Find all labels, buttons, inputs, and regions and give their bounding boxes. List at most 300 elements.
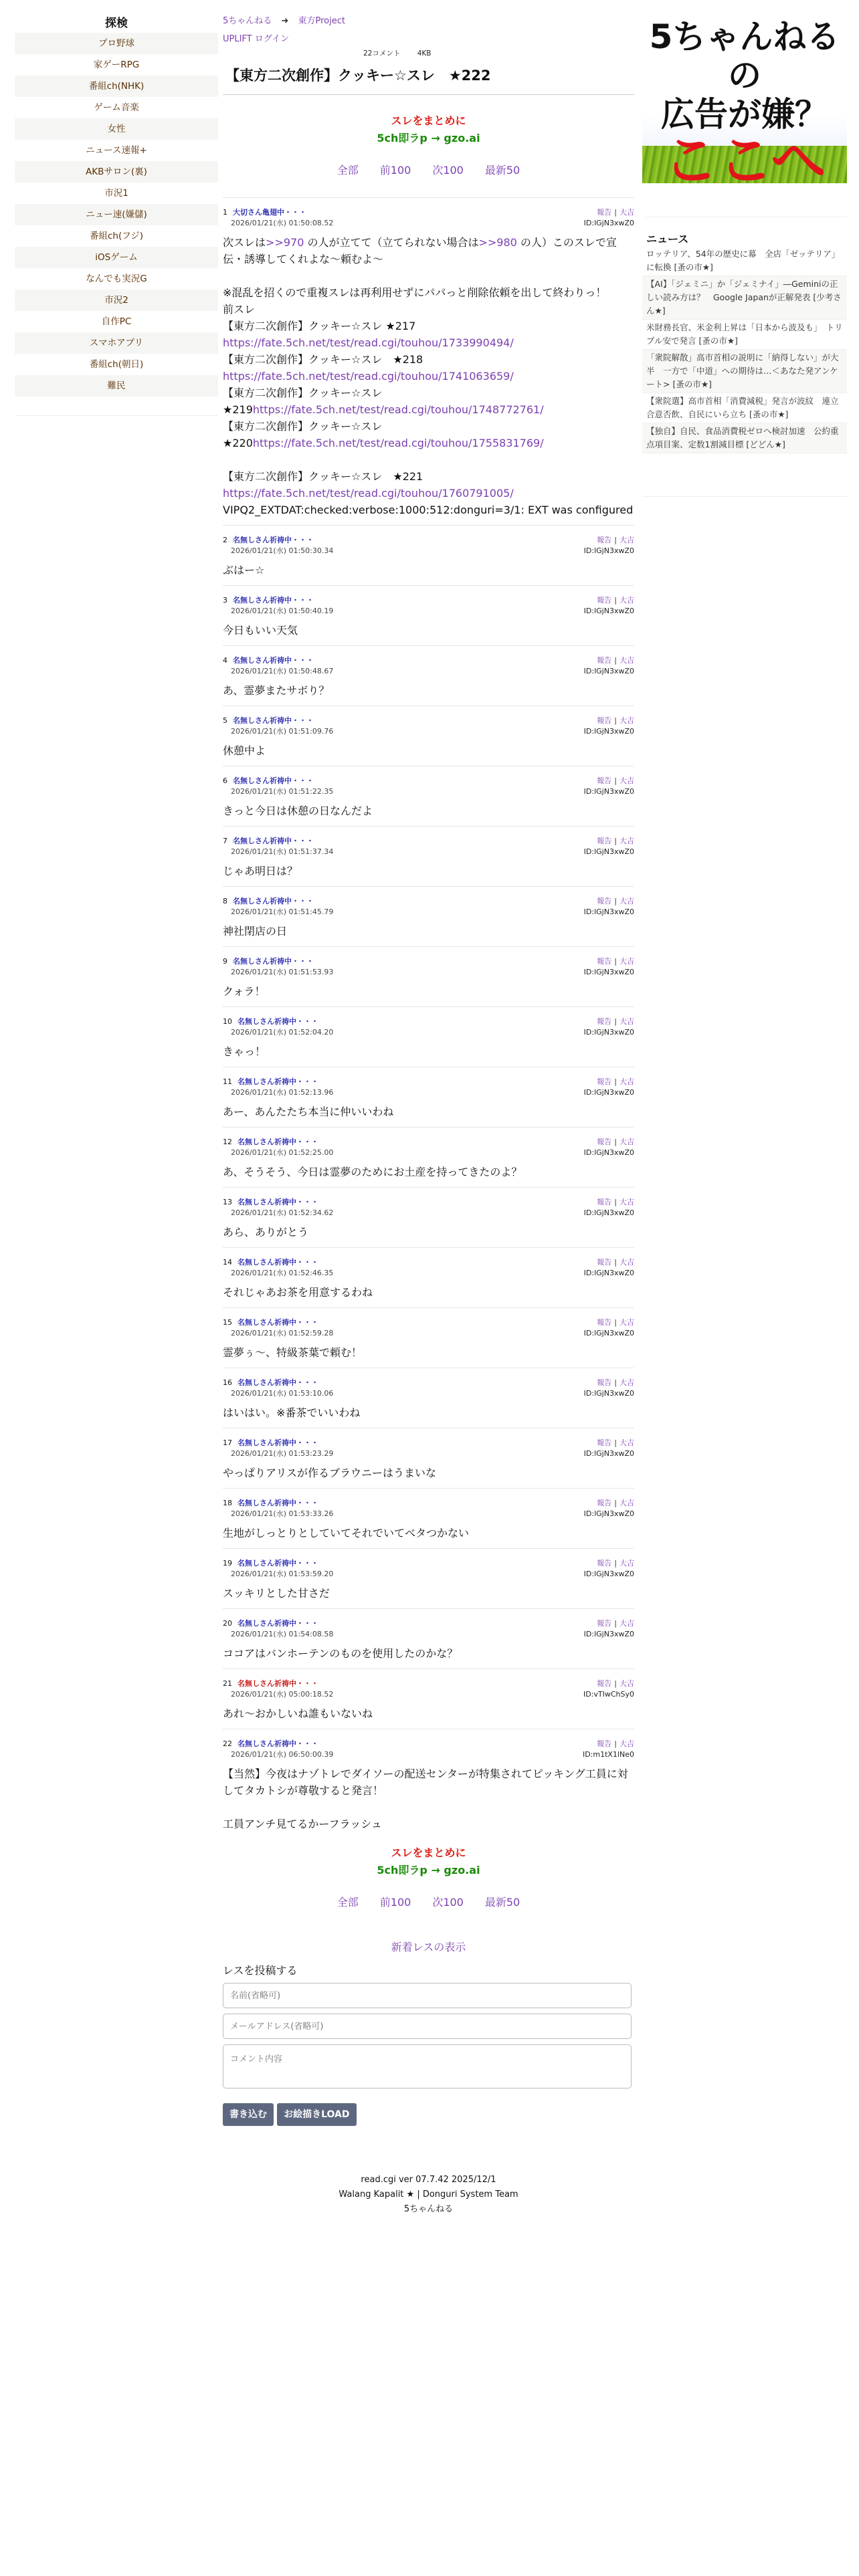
report-link[interactable]: 報告 [597, 656, 612, 665]
link-separator: | [614, 776, 617, 785]
poster-name: 名無しさん祈祷中・・・ [237, 1378, 318, 1387]
ad-line-2: 広告が嫌？ [661, 95, 828, 134]
poster-id: ID:lGjN3xwZ0 [583, 1329, 634, 1337]
pager-link[interactable]: 次100 [432, 164, 464, 177]
post-body [223, 234, 634, 518]
post-body: ココアはバンホーテンのものを使用したのかな？ [223, 1647, 458, 1660]
news-list [642, 246, 847, 453]
ad-line-3: ここへ [663, 129, 826, 183]
fortune-link[interactable]: 大吉 [619, 957, 634, 966]
post-text: 【東方二次創作】クッキー☆スレ ★220 [223, 420, 383, 449]
post [223, 706, 634, 766]
news-item[interactable]: ロッテリア、54年の歴史に幕 全店「ゼッテリア」に転換 [蚤の市★] [642, 246, 847, 276]
fortune-link[interactable]: 大吉 [619, 536, 634, 544]
post-header [223, 595, 634, 617]
post-header [223, 1317, 634, 1339]
thread-meta [223, 48, 634, 58]
news-panel [642, 217, 847, 453]
post-body: はいはい。※番茶でいいわね [223, 1406, 361, 1419]
footer-version: read.cgi ver 07.7.42 2025/12/1 [361, 2175, 496, 2185]
poster-name: 名無しさん祈祷中・・・ [237, 1138, 318, 1146]
link-separator: | [614, 897, 617, 905]
link-separator: | [614, 1258, 617, 1267]
post-body: それじゃあお茶を用意するわね [223, 1286, 373, 1299]
report-link[interactable]: 報告 [597, 1679, 612, 1688]
link-separator: | [614, 1739, 617, 1748]
fortune-link[interactable]: 大吉 [619, 1077, 634, 1086]
poster-name: 名無しさん祈祷中・・・ [237, 1198, 318, 1206]
post-text: 【東方二次創作】クッキー☆スレ ★219 [223, 387, 383, 416]
post-body: 今日もいい天気 [223, 624, 298, 637]
sidebar-item[interactable]: 市況1 [104, 188, 128, 199]
sidebar-item[interactable]: スマホアプリ [15, 332, 218, 354]
post-header [223, 1016, 634, 1038]
post-link[interactable]: https://fate.5ch.net/test/read.cgi/touhou/1755831769/ [252, 437, 544, 449]
thread-main [223, 13, 634, 2217]
post-number[interactable]: 22 [223, 1739, 232, 1748]
fortune-link[interactable]: 大吉 [619, 1619, 634, 1628]
report-link[interactable]: 報告 [597, 1378, 612, 1387]
post-header [223, 836, 634, 857]
post-text: 次スレは [223, 236, 266, 249]
post-date: 2026/01/21(水) 01:53:23.29 [231, 1449, 334, 1458]
poster-name: 大切さん亀翅中・・・ [233, 208, 306, 217]
news-item[interactable]: 【独自】自民、食品消費税ゼロへ検討加速 公約重点項目案、定数1割減目標 [どどん★] [642, 423, 847, 453]
report-link[interactable]: 報告 [597, 837, 612, 845]
post-date: 2026/01/21(水) 01:52:34.62 [231, 1208, 334, 1217]
post [223, 197, 634, 525]
sidebar-item[interactable]: AKBサロン(裏) [15, 161, 218, 183]
post-header [223, 1739, 634, 1760]
report-link[interactable]: 報告 [597, 897, 612, 905]
fortune-link[interactable]: 大吉 [619, 776, 634, 785]
post [223, 946, 634, 1006]
post [223, 1247, 634, 1307]
post-number[interactable]: 11 [223, 1077, 232, 1086]
post-date: 2026/01/21(水) 01:50:30.34 [231, 546, 334, 555]
sidebar-item[interactable]: 番組ch(NHK) [15, 76, 218, 97]
post-date: 2026/01/21(水) 01:51:45.79 [231, 907, 334, 916]
post-header [223, 1498, 634, 1519]
post-header [223, 1378, 634, 1399]
sidebar-item[interactable]: ニュー速(嫌儲) [15, 204, 218, 225]
oekaki-button[interactable]: お絵描きLOAD [277, 2103, 356, 2126]
fortune-link[interactable]: 大吉 [619, 1679, 634, 1688]
post [223, 1729, 634, 1839]
sidebar-item[interactable]: ゲーム音楽 [94, 102, 139, 113]
post-number[interactable]: 15 [223, 1318, 232, 1327]
post-number[interactable]: 4 [223, 656, 227, 665]
post-header [223, 655, 634, 677]
poster-name: 名無しさん祈祷中・・・ [233, 957, 314, 966]
pager-link[interactable]: 最新50 [484, 164, 520, 177]
poster-id: ID:lGjN3xwZ0 [583, 1389, 634, 1398]
title-divider [223, 94, 634, 95]
link-separator: | [614, 1619, 617, 1628]
post-body: スッキリとした甘さだ [223, 1587, 330, 1600]
post-body: あれ～おかしいね誰もいないね [223, 1707, 373, 1720]
pager-link[interactable]: 全部 [337, 1896, 359, 1909]
post-date: 2026/01/21(水) 01:53:10.06 [231, 1389, 334, 1398]
post [223, 1187, 634, 1247]
sidebar-item[interactable]: プロ野球 [15, 33, 218, 54]
sidebar-item[interactable]: 番組ch(朝日) [89, 359, 144, 370]
sidebar-item[interactable]: 女性 [15, 118, 218, 140]
post-number[interactable]: 12 [223, 1138, 232, 1146]
report-link[interactable]: 報告 [597, 1258, 612, 1267]
poster-name: 名無しさん祈祷中・・・ [237, 1017, 318, 1026]
post-header [223, 716, 634, 737]
poster-name: 名無しさん祈祷中・・・ [233, 776, 314, 785]
post-body: きゃっ！ [223, 1045, 266, 1058]
report-link[interactable]: 報告 [597, 716, 612, 725]
report-link[interactable]: 報告 [597, 1077, 612, 1086]
breadcrumb-arrow-icon: ➜ [281, 16, 289, 26]
post [223, 886, 634, 946]
name-input[interactable] [223, 1983, 632, 2008]
poster-id: ID:lGjN3xwZ0 [583, 1208, 634, 1217]
poster-name: 名無しさん祈祷中・・・ [237, 1679, 318, 1688]
post [223, 1067, 634, 1127]
post-number[interactable]: 10 [223, 1017, 232, 1026]
post [223, 826, 634, 886]
post-body: 霊夢ぅ～、特級茶葉で頼む！ [223, 1346, 363, 1359]
thread-title: 【東方二次創作】クッキー☆スレ ★222 [225, 68, 491, 84]
post-body: あー、あんたたち本当に仲いいわね [223, 1105, 394, 1118]
post-text: 【東方二次創作】クッキー☆スレ ★221 [223, 470, 423, 483]
report-link[interactable]: 報告 [597, 1559, 612, 1568]
report-link[interactable]: 報告 [597, 536, 612, 544]
sidebar-item[interactable]: 自作PC [101, 316, 132, 327]
post [223, 1368, 634, 1428]
poster-name: 名無しさん祈祷中・・・ [237, 1739, 318, 1748]
post [223, 766, 634, 826]
sidebar-list [15, 33, 218, 397]
link-separator: | [614, 837, 617, 845]
left-sidebar [15, 13, 218, 416]
poster-id: ID:lGjN3xwZ0 [583, 1570, 634, 1578]
report-link[interactable]: 報告 [597, 208, 612, 217]
sidebar-item[interactable]: 家ゲーRPG [93, 60, 140, 70]
link-separator: | [614, 1318, 617, 1327]
poster-name: 名無しさん祈祷中・・・ [233, 837, 314, 845]
poster-name: 名無しさん祈祷中・・・ [237, 1559, 318, 1568]
post-body: 神社閉店の日 [223, 925, 288, 938]
post-date: 2026/01/21(水) 01:52:25.00 [231, 1148, 334, 1157]
poster-name: 名無しさん祈祷中・・・ [237, 1258, 318, 1267]
mail-input[interactable] [223, 2014, 632, 2039]
submit-button[interactable]: 書き込む [223, 2103, 274, 2126]
pager-link[interactable]: 次100 [432, 1896, 464, 1909]
report-link[interactable]: 報告 [597, 957, 612, 966]
post-link[interactable]: https://fate.5ch.net/test/read.cgi/touhou/1760791005/ [223, 487, 514, 500]
link-separator: | [614, 1138, 617, 1146]
fortune-link[interactable]: 大吉 [619, 1378, 634, 1387]
fortune-link[interactable]: 大吉 [619, 208, 634, 217]
post-date: 2026/01/21(水) 01:52:04.20 [231, 1028, 334, 1037]
poster-name: 名無しさん祈祷中・・・ [233, 536, 314, 544]
sidebar-item[interactable]: 番組ch(フジ) [90, 231, 143, 241]
post [223, 1006, 634, 1067]
post-link[interactable]: >>970 [266, 236, 304, 249]
post-date: 2026/01/21(水) 01:50:08.52 [231, 219, 334, 227]
post-number[interactable]: 14 [223, 1258, 232, 1267]
post-header [223, 535, 634, 556]
link-separator: | [614, 1499, 617, 1507]
post-number[interactable]: 2 [223, 536, 227, 544]
post-date: 2026/01/21(水) 01:52:59.28 [231, 1329, 334, 1337]
post [223, 1669, 634, 1729]
fortune-link[interactable]: 大吉 [619, 1318, 634, 1327]
post-header [223, 776, 634, 797]
poster-name: 名無しさん祈祷中・・・ [237, 1077, 318, 1086]
poster-id: ID:lGjN3xwZ0 [583, 1148, 634, 1157]
footer-site: 5ちゃんねる [403, 2204, 454, 2214]
news-item[interactable]: 米財務長官、米金利上昇は「日本から波及も」 トリプル安で発言 [蚤の市★] [642, 320, 847, 350]
post-date: 2026/01/21(水) 05:00:18.52 [231, 1690, 334, 1699]
post-number[interactable]: 20 [223, 1619, 232, 1628]
report-link[interactable]: 報告 [597, 1499, 612, 1507]
post [223, 1307, 634, 1368]
poster-id: ID:lGjN3xwZ0 [583, 667, 634, 675]
post-link[interactable]: https://fate.5ch.net/test/read.cgi/touhou/1741063659/ [223, 370, 514, 383]
pager-link[interactable]: 最新50 [484, 1896, 520, 1909]
post-date: 2026/01/21(水) 01:52:13.96 [231, 1088, 334, 1097]
news-item[interactable]: 「衆院解散」高市首相の説明に「納得しない」が大半 一方で「中道」への期待は…＜あなた発アンケート> [蚤の市★] [642, 350, 847, 393]
post-link[interactable]: >>980 [478, 236, 517, 249]
post-body: あ、そうそう、今日は霊夢のためにお土産を持ってきたのよ？ [223, 1166, 522, 1178]
post [223, 525, 634, 585]
report-link[interactable]: 報告 [597, 776, 612, 785]
report-link[interactable]: 報告 [597, 1318, 612, 1327]
poster-id: ID:lGjN3xwZ0 [583, 1088, 634, 1097]
poster-id: ID:lGjN3xwZ0 [583, 219, 634, 227]
post [223, 1488, 634, 1548]
poster-id: ID:vTIwChSy0 [583, 1690, 634, 1699]
poster-name: 名無しさん祈祷中・・・ [233, 596, 314, 605]
thread-size: 4KB [417, 49, 432, 58]
news-title: ニュース [646, 217, 847, 246]
fortune-link[interactable]: 大吉 [619, 596, 634, 605]
post-link[interactable]: https://fate.5ch.net/test/read.cgi/touhou/1748772761/ [252, 403, 544, 416]
report-link[interactable]: 報告 [597, 1739, 612, 1748]
post-date: 2026/01/21(水) 01:53:33.26 [231, 1509, 334, 1518]
post-header [223, 1558, 634, 1580]
post-number[interactable]: 17 [223, 1438, 232, 1447]
poster-name: 名無しさん祈祷中・・・ [237, 1438, 318, 1447]
news-item[interactable]: 【AI】「ジェミニ」か「ジェミナイ」―Geminiの正しい読み方は？ Google Japanが正解発表 [少考さん★] [642, 276, 847, 320]
pager-link[interactable]: 前100 [379, 1896, 411, 1909]
post-form-title: レスを投稿する [223, 1964, 298, 1977]
breadcrumb [223, 13, 634, 26]
fortune-link[interactable]: 大吉 [619, 1017, 634, 1026]
promo-banner-top[interactable] [223, 112, 634, 147]
post-number[interactable]: 13 [223, 1198, 232, 1206]
poster-name: 名無しさん祈祷中・・・ [237, 1619, 318, 1628]
post-header [223, 1618, 634, 1640]
poster-id: ID:lGjN3xwZ0 [583, 907, 634, 916]
post-date: 2026/01/21(水) 06:50:00.39 [231, 1750, 334, 1759]
post-number[interactable]: 9 [223, 957, 227, 966]
post-date: 2026/01/21(水) 01:51:37.34 [231, 847, 334, 856]
post-number[interactable]: 21 [223, 1679, 232, 1688]
post-header [223, 207, 634, 229]
pager-top [223, 162, 634, 177]
news-item[interactable]: 【衆院選】高市首相「消費減税」発言が波紋 連立合意否飲、自民にいら立ち [蚤の市★] [642, 393, 847, 423]
post-body: 【当然】今夜はナゾトレでダイソーの配送センターが特集されてピッキング工員に対してタカトシが尊敬すると発言！ 工員アンチ見てるかーフラッシュ [223, 1767, 628, 1830]
sidebar-item[interactable]: 市況2 [15, 290, 218, 311]
post-number[interactable]: 19 [223, 1559, 232, 1568]
post-number[interactable]: 5 [223, 716, 227, 725]
post-body: やっぱりアリスが作るブラウニーはうまいな [223, 1467, 437, 1479]
post-list [223, 197, 634, 1839]
report-link[interactable]: 報告 [597, 1138, 612, 1146]
promo-banner-bottom[interactable] [223, 1844, 634, 1879]
post-date: 2026/01/21(水) 01:51:53.93 [231, 968, 334, 976]
poster-name: 名無しさん祈祷中・・・ [237, 1318, 318, 1327]
post-header [223, 1679, 634, 1700]
link-separator: | [614, 208, 617, 217]
post-header [223, 1438, 634, 1459]
breadcrumb-home[interactable]: 5ちゃんねる [223, 16, 272, 26]
fortune-link[interactable]: 大吉 [619, 1559, 634, 1568]
sidebar-divider [15, 415, 218, 416]
post-body: じゃあ明日は？ [223, 865, 298, 877]
fortune-link[interactable]: 大吉 [619, 897, 634, 905]
ad-line-1: 5ちゃんねるの [649, 17, 840, 95]
poster-id: ID:lGjN3xwZ0 [583, 1269, 634, 1277]
post-link[interactable]: https://fate.5ch.net/test/read.cgi/touhou/1733990494/ [223, 336, 514, 349]
promo-line-2[interactable]: 5ch即ラp → gzo.ai [377, 1864, 480, 1876]
sidebar-item[interactable]: なんでも実況G [86, 274, 147, 284]
footer-team: Walang Kapalit ★ | Donguri System Team [339, 2189, 518, 2199]
report-link[interactable]: 報告 [597, 596, 612, 605]
post-header [223, 1197, 634, 1218]
sidebar-item[interactable]: iOSゲーム [15, 247, 218, 268]
poster-id: ID:lGjN3xwZ0 [583, 847, 634, 856]
fortune-link[interactable]: 大吉 [619, 1499, 634, 1507]
fortune-link[interactable]: 大吉 [619, 1258, 634, 1267]
fortune-link[interactable]: 大吉 [619, 716, 634, 725]
promo-line-1[interactable]: スレをまとめに [391, 1846, 466, 1859]
fortune-link[interactable]: 大吉 [619, 1198, 634, 1206]
post-body: クォラ！ [223, 985, 266, 998]
post-header [223, 1077, 634, 1098]
ad-banner[interactable] [642, 15, 847, 183]
post-number[interactable]: 1 [223, 208, 227, 217]
fortune-link[interactable]: 大吉 [619, 1739, 634, 1748]
post-date: 2026/01/21(水) 01:51:22.35 [231, 787, 334, 796]
report-link[interactable]: 報告 [597, 1017, 612, 1026]
post-header [223, 896, 634, 918]
link-separator: | [614, 716, 617, 725]
link-separator: | [614, 957, 617, 966]
post-date: 2026/01/21(水) 01:54:08.58 [231, 1630, 334, 1638]
poster-id: ID:lGjN3xwZ0 [583, 1630, 634, 1638]
poster-name: 名無しさん祈祷中・・・ [233, 656, 314, 665]
pager-link[interactable]: 全部 [337, 164, 359, 177]
poster-id: ID:lGjN3xwZ0 [583, 1509, 634, 1518]
link-separator: | [614, 1559, 617, 1568]
poster-id: ID:lGjN3xwZ0 [583, 607, 634, 615]
poster-id: ID:lGjN3xwZ0 [583, 1449, 634, 1458]
promo-line-2[interactable]: 5ch即ラp → gzo.ai [377, 132, 480, 144]
fortune-link[interactable]: 大吉 [619, 1138, 634, 1146]
link-separator: | [614, 536, 617, 544]
post-date: 2026/01/21(水) 01:50:40.19 [231, 607, 334, 615]
poster-id: ID:lGjN3xwZ0 [583, 787, 634, 796]
post-body: あ、霊夢またサボり？ [223, 684, 330, 697]
post [223, 1608, 634, 1669]
report-link[interactable]: 報告 [597, 1198, 612, 1206]
post-body: 休憩中よ [223, 744, 266, 757]
link-separator: | [614, 656, 617, 665]
post-text: の人）このスレで宣伝・誘導してくれよな～頼むよ～ ※混乱を招くので重複スレは再利用せずにパパっと削除依頼を出して終わりっ！ 前スレ 【東方二次創作】クッキー☆スレ ★217 [223, 236, 617, 332]
pager-bottom [223, 1894, 634, 1909]
post-text: VIPQ2_EXTDAT:checked:verbose:1000:512:donguri=3/1: EXT was configured [223, 504, 634, 516]
post [223, 1548, 634, 1608]
right-sidebar [642, 15, 847, 497]
post-number[interactable]: 6 [223, 776, 227, 785]
sidebar-item[interactable]: 難民 [15, 375, 218, 397]
report-link[interactable]: 報告 [597, 1619, 612, 1628]
report-link[interactable]: 報告 [597, 1438, 612, 1447]
link-separator: | [614, 1017, 617, 1026]
post-header [223, 956, 634, 978]
sidebar-title: 探検 [105, 17, 128, 30]
post-number[interactable]: 3 [223, 596, 227, 605]
pager-link[interactable]: 前100 [379, 164, 411, 177]
post-number[interactable]: 16 [223, 1378, 232, 1387]
fortune-link[interactable]: 大吉 [619, 1438, 634, 1447]
post-header [223, 1137, 634, 1158]
post-date: 2026/01/21(水) 01:50:48.67 [231, 667, 334, 675]
sidebar-item[interactable]: ニュース速報+ [86, 145, 147, 156]
link-separator: | [614, 1198, 617, 1206]
link-separator: | [614, 1077, 617, 1086]
new-responses-link[interactable]: 新着レスの表示 [391, 1941, 466, 1953]
post [223, 645, 634, 706]
page-footer [223, 2173, 634, 2217]
promo-line-1[interactable]: スレをまとめに [391, 114, 466, 127]
poster-id: ID:lGjN3xwZ0 [583, 968, 634, 976]
post [223, 585, 634, 645]
link-separator: | [614, 1438, 617, 1447]
post [223, 1127, 634, 1187]
fortune-link[interactable]: 大吉 [619, 837, 634, 845]
post-body: あら、ありがとう [223, 1226, 309, 1239]
post-date: 2026/01/21(水) 01:52:46.35 [231, 1269, 334, 1277]
comment-textarea[interactable] [223, 2044, 632, 2088]
poster-id: ID:lGjN3xwZ0 [583, 1028, 634, 1037]
post-header [223, 1257, 634, 1279]
poster-name: 名無しさん祈祷中・・・ [237, 1499, 318, 1507]
right-divider [642, 496, 847, 497]
breadcrumb-board[interactable]: 東方Project [298, 16, 345, 26]
post-number[interactable]: 18 [223, 1499, 232, 1507]
link-separator: | [614, 1378, 617, 1387]
comment-count: 22コメント [363, 49, 401, 58]
poster-id: ID:m1tX1lNe0 [582, 1750, 634, 1759]
post-text: 【東方二次創作】クッキー☆スレ ★218 [223, 353, 423, 366]
fortune-link[interactable]: 大吉 [619, 656, 634, 665]
uplift-login-link[interactable]: UPLIFT ログイン [223, 34, 290, 44]
poster-name: 名無しさん祈祷中・・・ [233, 897, 314, 905]
link-separator: | [614, 596, 617, 605]
poster-id: ID:lGjN3xwZ0 [583, 727, 634, 736]
post-number[interactable]: 8 [223, 897, 227, 905]
post-number[interactable]: 7 [223, 837, 227, 845]
